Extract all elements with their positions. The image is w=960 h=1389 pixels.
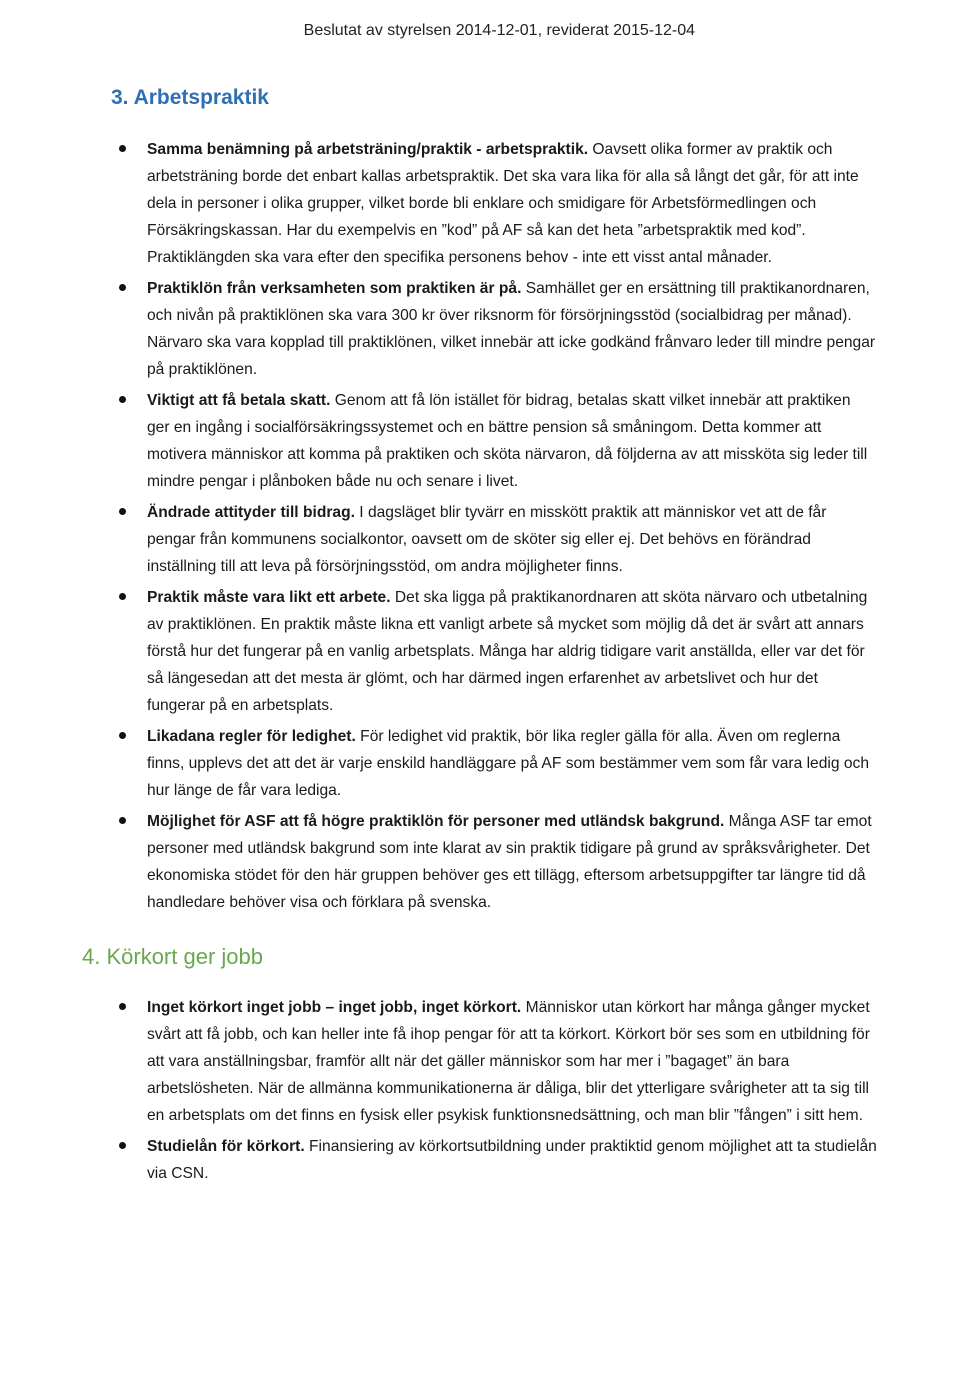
item-body: Samhället ger en ersättning till praktikanordnaren, och nivån på praktiklönen ska vara 300 kr över riksnorm för försörjningsstöd (socialbidrag per månad). Närvaro ska vara kopplad till praktiklönen, vilket innebär att icke godkänd frånvaro leder till mindre pengar på praktiklönen. [147, 280, 876, 378]
list-item [147, 499, 877, 580]
list-item [147, 808, 877, 916]
section-title-arbetspraktik: 3. Arbetspraktik [111, 86, 269, 109]
list-item [147, 136, 877, 271]
list-item [147, 1133, 877, 1187]
item-lead: Viktigt att få betala skatt. [147, 392, 331, 409]
list-item [147, 387, 877, 495]
list-item [147, 275, 877, 383]
item-body: Människor utan körkort har många gånger mycket svårt att få jobb, och kan heller inte få ihop pengar för att ta körkort. Körkort bör ses som en utbildning för att vara anställningsbar, framför allt när det gäller människor som har mer i ”bagaget” än bara arbetslösheten. När de allmänna kommunikationerna är dåliga, blir det ytterligare svårigheter att ta sig till en arbetsplats om det finns en fysisk eller psykisk funktionsnedsättning, och man blir ”fången” i sitt hem. [147, 999, 870, 1124]
item-body: I dagsläget blir tyvärr en misskött praktik att människor vet att de får pengar från kommunens socialkontor, oavsett om de sköter sig eller ej. Det behövs en förändrad inställning till att leva på försörjningsstöd, om andra möjligheter finns. [147, 504, 827, 575]
item-body: För ledighet vid praktik, bör lika regler gälla för alla. Även om reglerna finns, upplevs det att det är varje enskild handläggare på AF som bestämmer vem som får vara ledig och hur länge de får vara lediga. [147, 728, 870, 799]
item-lead: Ändrade attityder till bidrag. [147, 504, 355, 521]
list-item [147, 584, 877, 719]
section-title-korkort: 4. Körkort ger jobb [82, 944, 263, 969]
item-body: Oavsett olika former av praktik och arbetsträning borde det enbart kallas arbetspraktik. Det ska vara lika för alla så långt det går, för att inte dela in personer i olika grupper, vilket borde bli enklare och smidigare för Arbetsförmedlingen och Försäkringskassan. Har du exempelvis en ”kod” på AF så kan det heta ”arbetspraktik med kod”. Praktiklängden ska vara efter den specifika personens behov - inte ett visst antal månader. [147, 141, 859, 266]
page-header: Beslutat av styrelsen 2014-12-01, reviderat 2015-12-04 [303, 22, 695, 39]
item-lead: Studielån för körkort. [147, 1138, 305, 1155]
item-body: Det ska ligga på praktikanordnaren att sköta närvaro och utbetalning av praktiklönen. En praktik måste likna ett vanligt arbete så mycket som möjlig då det är svårt att annars förstå hur det fungerar på en vanlig arbetsplats. Många har aldrig tidigare varit anställda, eller var det för så längesedan att det mesta är glömt, och har därmed ingen erfarenhet av arbetslivet och hur det fungerar på en arbetsplats. [147, 589, 868, 714]
item-lead: Samma benämning på arbetsträning/praktik - arbetspraktik. [147, 141, 589, 158]
bullet-list-korkort [147, 994, 877, 1191]
item-lead: Praktik måste vara likt ett arbete. [147, 589, 391, 606]
list-item [147, 994, 877, 1129]
list-item [147, 723, 877, 804]
item-lead: Likadana regler för ledighet. [147, 728, 356, 745]
bullet-list-arbetspraktik [147, 136, 877, 920]
item-body: Genom att få lön istället för bidrag, betalas skatt vilket innebär att praktiken ger en ingång i socialförsäkringssystemet och en bättre pension så småningom. Detta kommer att motivera människor att komma på praktiken och sköta närvaron, då följderna av att missköta sig leder till mindre pengar i plånboken både nu och senare i livet. [147, 392, 868, 490]
item-lead: Inget körkort inget jobb – inget jobb, inget körkort. [147, 999, 522, 1016]
item-body: Finansiering av körkortsutbildning under praktiktid genom möjlighet att ta studielån via CSN. [147, 1138, 877, 1182]
item-lead: Möjlighet för ASF att få högre praktiklön för personer med utländsk bakgrund. [147, 813, 725, 830]
item-lead: Praktiklön från verksamheten som praktiken är på. [147, 280, 522, 297]
item-body: Många ASF tar emot personer med utländsk bakgrund som inte klarat av sin praktik tidigare på grund av språksvårigheter. Det ekonomiska stödet för den här gruppen behöver ges ett tillägg, eftersom arbetsuppgifter tar längre tid då handledare behöver visa och förklara på svenska. [147, 813, 872, 911]
